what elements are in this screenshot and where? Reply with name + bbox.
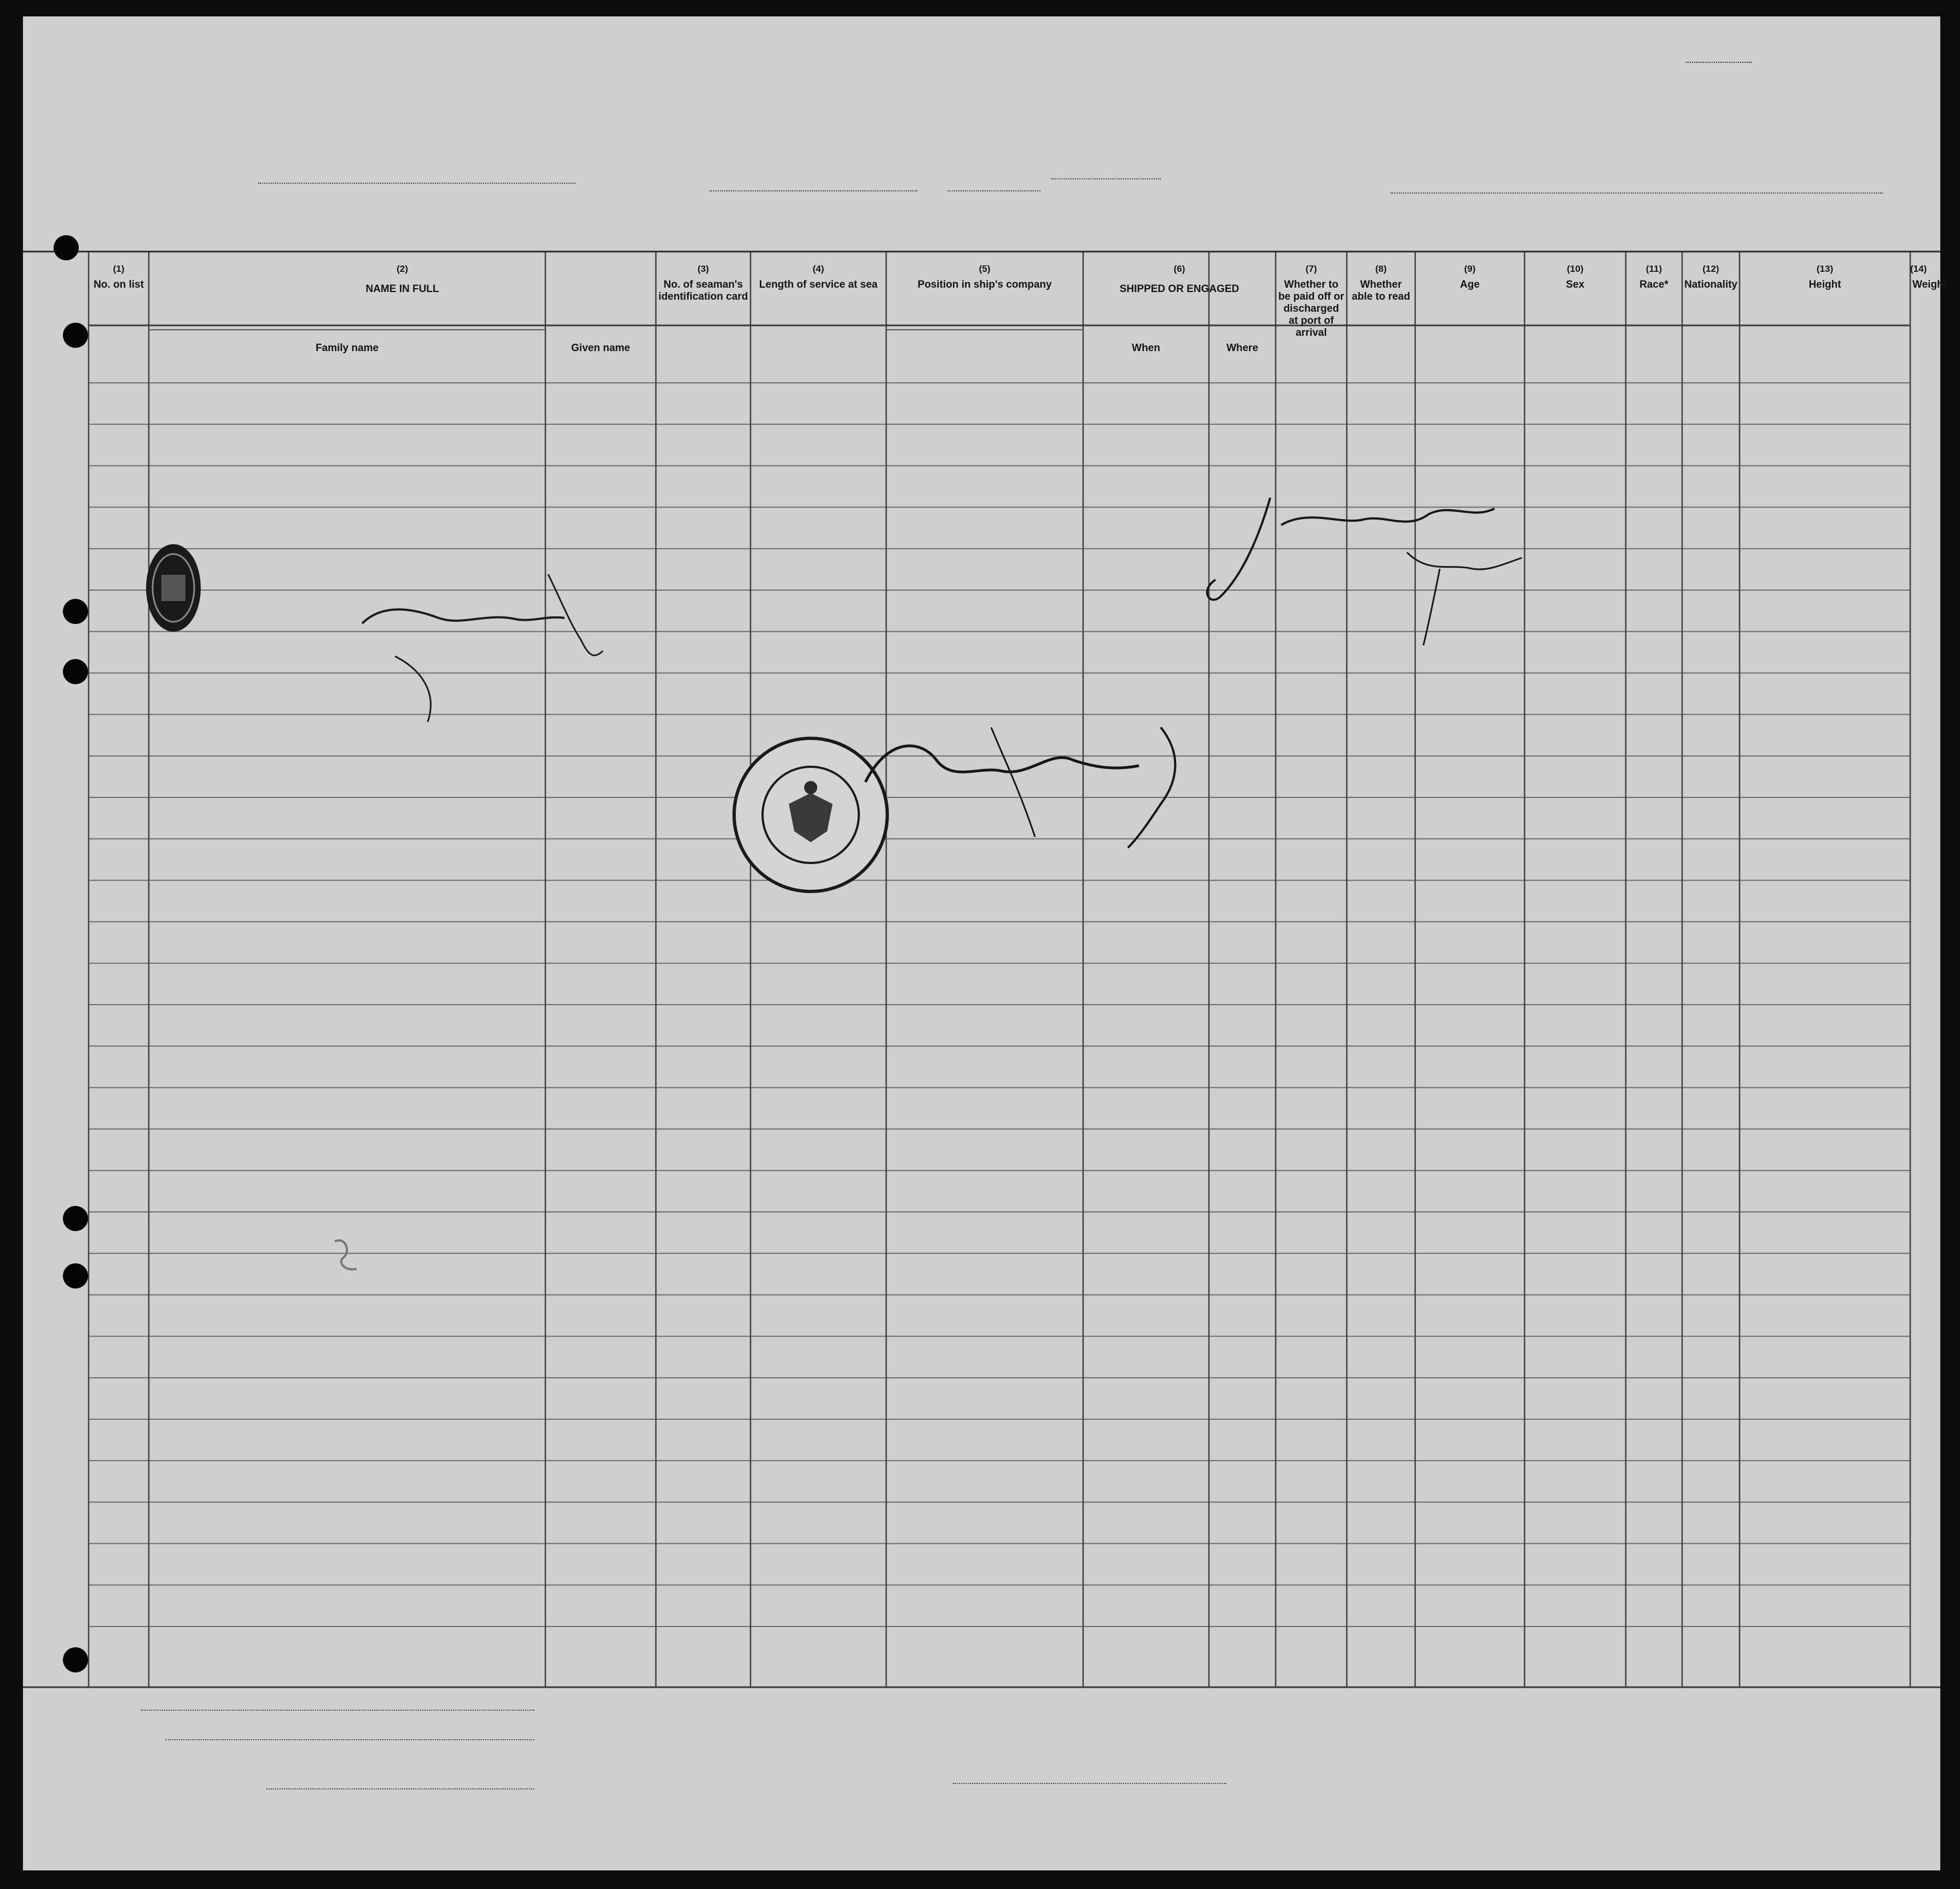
visa-signature-scribble bbox=[351, 558, 636, 738]
footer-agents-stamp2 bbox=[266, 1788, 534, 1789]
column-header: Weight bbox=[1912, 279, 1947, 290]
column-header: Age bbox=[1460, 279, 1480, 290]
footer-line-value bbox=[141, 1710, 534, 1711]
column-number: (13) bbox=[1816, 264, 1834, 274]
vessel-name bbox=[258, 183, 575, 184]
visa-seal-icon bbox=[146, 544, 201, 632]
pencil-mark-icon bbox=[329, 1231, 368, 1280]
column-header: SHIPPED OR ENGAGED bbox=[1119, 283, 1240, 295]
column-header: Whether able to read bbox=[1352, 279, 1410, 302]
column-number: (2) bbox=[397, 264, 408, 274]
column-number: (9) bbox=[1464, 264, 1476, 274]
column-subheader: Given name bbox=[571, 342, 630, 354]
column-number: (12) bbox=[1702, 264, 1719, 274]
column-number: (11) bbox=[1645, 264, 1662, 274]
arrival-day bbox=[1051, 178, 1161, 179]
punch-hole bbox=[63, 599, 88, 624]
column-header: Nationality bbox=[1684, 279, 1738, 290]
manifest-sheet bbox=[23, 16, 1947, 1870]
column-number: (7) bbox=[1305, 264, 1317, 274]
arrival-port bbox=[709, 190, 917, 191]
consul-signature-scribble bbox=[854, 706, 1237, 859]
column-subheader: When bbox=[1132, 342, 1160, 354]
stamp-line4 bbox=[641, 598, 729, 625]
column-number: (1) bbox=[113, 264, 125, 274]
punch-hole bbox=[63, 659, 88, 684]
column-header: No. on list bbox=[94, 279, 144, 290]
column-header: Race* bbox=[1639, 279, 1668, 290]
footer-owners-value bbox=[165, 1739, 534, 1740]
column-number: (5) bbox=[979, 264, 991, 274]
column-number: (8) bbox=[1375, 264, 1387, 274]
column-number: (10) bbox=[1567, 264, 1584, 274]
column-number: (6) bbox=[1173, 264, 1185, 274]
column-number: (3) bbox=[697, 264, 709, 274]
arrival-month bbox=[947, 190, 1040, 191]
column-subheader: Family name bbox=[315, 342, 379, 354]
column-header: No. of seaman's identification card bbox=[658, 279, 748, 302]
punch-hole bbox=[54, 235, 79, 260]
column-header: Height bbox=[1808, 279, 1841, 290]
stamp-line5 bbox=[641, 626, 712, 652]
from-port bbox=[1391, 193, 1883, 194]
column-header: Sex bbox=[1566, 279, 1585, 290]
column-subheader: Where bbox=[1226, 342, 1259, 354]
column-header: Length of service at sea bbox=[759, 279, 878, 290]
punch-hole bbox=[63, 1647, 88, 1672]
master-signature-scribble bbox=[1199, 487, 1538, 651]
column-header: Whether to be paid off or discharged at port of arrival bbox=[1278, 279, 1345, 339]
column-number: (14) bbox=[1910, 264, 1927, 274]
punch-hole bbox=[63, 323, 88, 348]
column-header: NAME IN FULL bbox=[365, 283, 439, 295]
punch-hole bbox=[63, 1206, 88, 1231]
sheet-number bbox=[1686, 50, 1752, 66]
column-header: Position in ship's company bbox=[917, 279, 1052, 290]
visa-seal-image bbox=[146, 544, 201, 632]
column-number: (4) bbox=[812, 264, 824, 274]
punch-hole bbox=[63, 1263, 88, 1289]
